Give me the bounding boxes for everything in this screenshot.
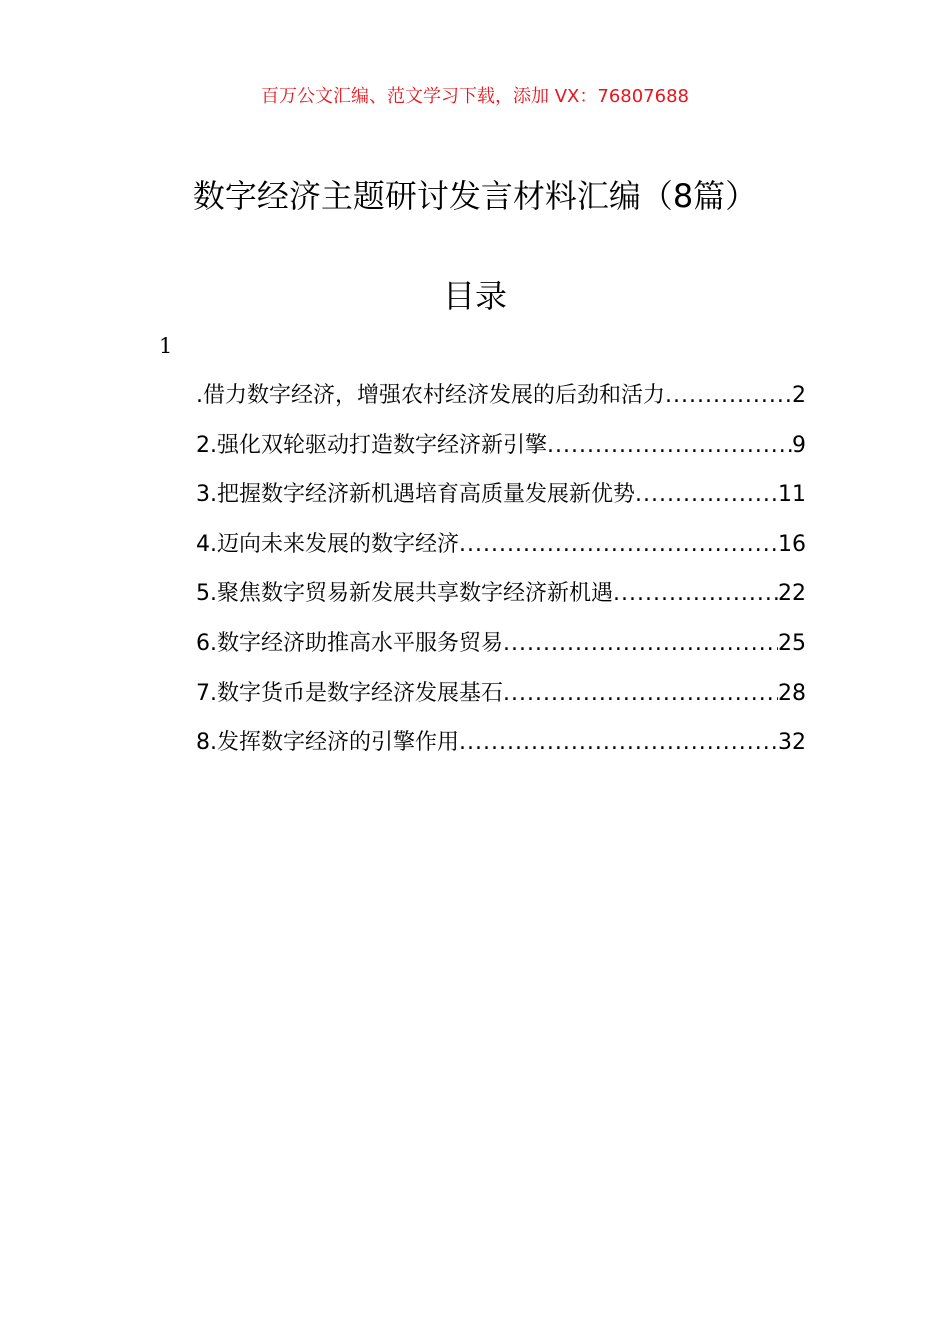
toc-entry-page: 32 [778, 730, 806, 756]
toc-entry-2[interactable] [196, 426, 806, 476]
toc-entry-page: 25 [778, 630, 806, 656]
toc-entry-8[interactable] [196, 723, 806, 773]
toc-dot-leader [503, 624, 778, 664]
toc-entry-5[interactable] [196, 574, 806, 624]
toc-entry-title: 7.数字货币是数字经济发展基石 [196, 680, 503, 706]
toc-dot-leader [635, 475, 778, 515]
toc-entry-page: 9 [792, 432, 806, 458]
toc-dot-leader [459, 723, 778, 763]
toc-dot-leader [503, 674, 778, 714]
toc-dot-leader [547, 426, 792, 466]
toc-entry-page: 11 [778, 482, 806, 508]
toc-entry-title: 4.迈向未来发展的数字经济 [196, 531, 459, 557]
toc-entry-page: 2 [792, 383, 806, 408]
toc-entry-title: 8.发挥数字经济的引擎作用 [196, 730, 459, 756]
page-marker: 1 [159, 334, 173, 358]
toc-entry-7[interactable] [196, 674, 806, 724]
toc-entry-6[interactable] [196, 624, 806, 674]
toc-entry-page: 16 [778, 531, 806, 557]
toc-entry-4[interactable] [196, 525, 806, 575]
document-title: 数字经济主题研讨发言材料汇编（8篇） [192, 177, 758, 215]
toc-entry-title: .借力数字经济，增强农村经济发展的后劲和活力 [196, 383, 665, 408]
toc-entry-title: 2.强化双轮驱动打造数字经济新引擎 [196, 432, 547, 458]
toc-heading: 目录 [442, 277, 507, 315]
toc-entry-title: 5.聚焦数字贸易新发展共享数字经济新机遇 [196, 581, 613, 607]
watermark-text: 百万公文汇编、范文学习下载，添加 VX：76807688 [261, 86, 689, 107]
toc-entry-title: 6.数字经济助推高水平服务贸易 [196, 630, 503, 656]
toc-entry-page: 28 [778, 680, 806, 706]
toc-entry-1[interactable] [196, 376, 806, 426]
toc-entry-page: 22 [778, 581, 806, 607]
table-of-contents [196, 376, 806, 773]
toc-entry-title: 3.把握数字经济新机遇培育高质量发展新优势 [196, 482, 635, 508]
toc-dot-leader [665, 376, 792, 416]
toc-entry-3[interactable] [196, 475, 806, 525]
toc-dot-leader [613, 574, 778, 614]
toc-dot-leader [459, 525, 778, 565]
